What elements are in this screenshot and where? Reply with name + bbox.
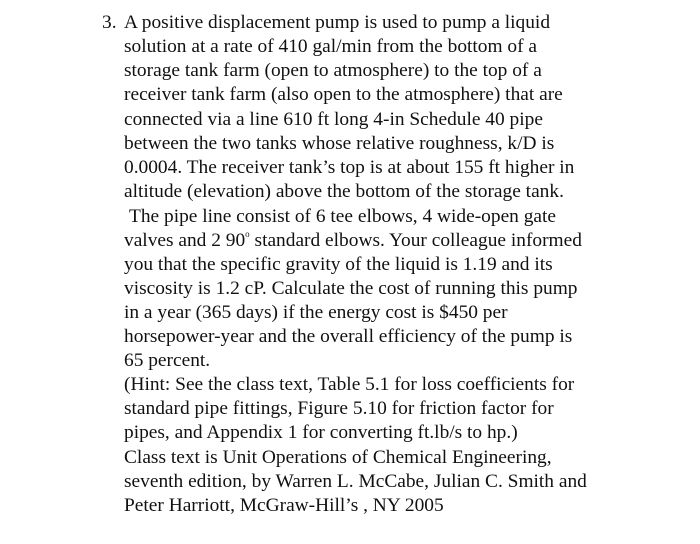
problem-text-line: storage tank farm (open to atmosphere) to the top of a: [124, 60, 542, 81]
problem-text-segment: valves and 2 90: [124, 230, 246, 251]
problem-text-line: [124, 229, 582, 253]
problem-text-line: 0.0004. The receiver tank’s top is at about 155 ft higher in: [124, 157, 575, 178]
problem-text-line: between the two tanks whose relative roughness, k/D is: [124, 133, 555, 154]
degree-symbol: o: [245, 229, 250, 239]
problem-text-line: you that the specific gravity of the liquid is 1.19 and its: [124, 254, 553, 275]
problem-text-line: 65 percent.: [124, 350, 211, 371]
problem-text-line: horsepower-year and the overall efficiency of the pump is: [124, 326, 573, 347]
problem-text-line: altitude (elevation) above the bottom of the storage tank.: [124, 181, 564, 202]
problem-text-line: in a year (365 days) if the energy cost is $450 per: [124, 302, 508, 323]
problem-text-segment: standard elbows. Your colleague informed: [249, 230, 582, 251]
reference-text-line: seventh edition, by Warren L. McCabe, Julian C. Smith and: [124, 471, 587, 492]
problem-text-line: solution at a rate of 410 gal/min from the bottom of a: [124, 36, 538, 57]
hint-text-line: (Hint: See the class text, Table 5.1 for loss coefficients for: [124, 374, 575, 395]
hint-text-line: standard pipe fittings, Figure 5.10 for friction factor for: [124, 398, 554, 419]
reference-text-line: Class text is Unit Operations of Chemical Engineering,: [124, 447, 552, 468]
problem-number: 3.: [102, 12, 117, 33]
problem-text-line: receiver tank farm (also open to the atmosphere) that are: [124, 84, 563, 105]
problem-text-line: A positive displacement pump is used to pump a liquid: [124, 12, 551, 33]
problem-text-line: connected via a line 610 ft long 4-in Schedule 40 pipe: [124, 109, 543, 130]
hint-text-line: pipes, and Appendix 1 for converting ft.lb/s to hp.): [124, 422, 518, 443]
problem-text-line: viscosity is 1.2 cP. Calculate the cost of running this pump: [124, 278, 578, 299]
problem-text-line: The pipe line consist of 6 tee elbows, 4 wide-open gate: [129, 206, 557, 227]
reference-text-line: Peter Harriott, McGraw-Hill’s , NY 2005: [124, 495, 444, 516]
